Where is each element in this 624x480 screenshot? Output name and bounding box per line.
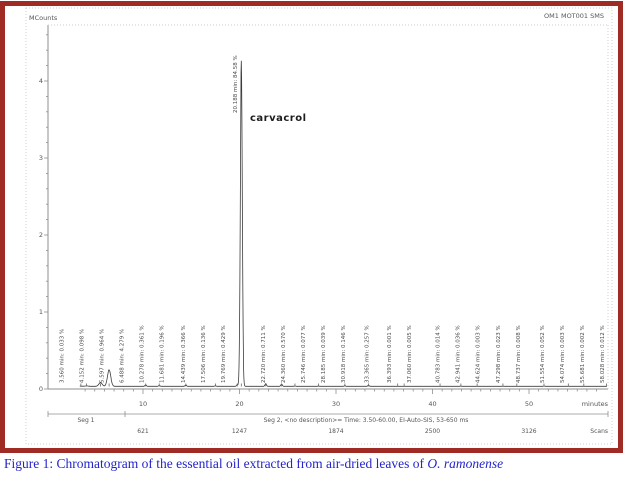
x-axis-unit-label: minutes bbox=[581, 400, 608, 408]
x-tick-label: 30 bbox=[331, 400, 341, 408]
peak-label: 28.185 min: 0.039 % bbox=[321, 325, 328, 383]
scan-number: 2500 bbox=[424, 428, 441, 435]
panel-border bbox=[26, 8, 612, 444]
figure-caption bbox=[4, 456, 620, 472]
peak-label: 25.746 min: 0.077 % bbox=[301, 325, 308, 383]
x-tick-label: 40 bbox=[428, 400, 437, 408]
caption-species: O. ramonense bbox=[427, 456, 504, 471]
peak-label: 51.554 min: 0.052 % bbox=[539, 325, 546, 383]
peak-label: 40.783 min: 0.014 % bbox=[435, 325, 442, 383]
peak-label: 44.624 min: 0.003 % bbox=[475, 325, 482, 383]
peak-label: 6.488 min: 4.279 % bbox=[119, 328, 126, 383]
y-tick-label: 4 bbox=[38, 77, 43, 86]
peak-label: 55.681 min: 0.002 % bbox=[580, 325, 586, 383]
peak-label: 33.365 min: 0.257 % bbox=[364, 325, 371, 383]
segment-1-label: Seg 1 bbox=[77, 417, 95, 424]
main-peak-name-label: carvacrol bbox=[250, 113, 307, 124]
peak-label: 47.298 min: 0.023 % bbox=[495, 325, 502, 383]
caption-text: Figure 1: Chromatogram of the essential oil extracted from air-dried leaves of bbox=[4, 456, 428, 471]
peak-label: 37.060 min: 0.005 % bbox=[406, 325, 413, 383]
peak-label: 36.393 min: 0.001 % bbox=[386, 325, 393, 383]
generated-plot-layer bbox=[26, 8, 612, 444]
x-tick-label: 50 bbox=[524, 400, 534, 408]
peak-label: 5.597 min: 0.964 % bbox=[99, 328, 106, 383]
scan-number: 3126 bbox=[521, 428, 537, 435]
peak-label: 48.737 min: 0.008 % bbox=[515, 325, 522, 383]
sample-id-label: OM1 MOT001 SMS bbox=[544, 12, 604, 20]
y-tick-label: 1 bbox=[38, 308, 43, 317]
x-tick-label: 20 bbox=[235, 400, 244, 408]
scans-axis-label: Scans bbox=[590, 428, 608, 435]
scan-number: 1247 bbox=[231, 428, 248, 435]
peak-label: 42.941 min: 0.036 % bbox=[455, 325, 462, 383]
segment-2-label: Seg 2, <no description>= Time: 3.50-60.00, EI-Auto-SIS, 53-650 ms bbox=[263, 417, 469, 424]
peak-label: 30.918 min: 0.146 % bbox=[341, 325, 348, 383]
peak-label: 3.560 min: 0.033 % bbox=[59, 328, 66, 383]
x-tick-label: 10 bbox=[138, 400, 148, 408]
scan-number: 621 bbox=[137, 428, 149, 435]
y-tick-label: 0 bbox=[38, 385, 43, 394]
y-tick-label: 2 bbox=[38, 231, 43, 240]
peak-label: 17.506 min: 0.136 % bbox=[201, 325, 208, 383]
main-peak-rt-label: 20.188 min: 84.58 % bbox=[233, 55, 239, 113]
peak-label: 58.028 min: 0.012 % bbox=[600, 325, 606, 383]
y-tick-label: 3 bbox=[38, 154, 43, 163]
peak-label: 24.360 min: 0.570 % bbox=[281, 325, 288, 383]
peak-label: 19.769 min: 0.429 % bbox=[221, 325, 228, 383]
peak-label: 10.278 min: 0.361 % bbox=[139, 325, 146, 383]
peak-label: 11.681 min: 0.196 % bbox=[159, 325, 166, 383]
peak-label: 54.074 min: 0.003 % bbox=[560, 325, 566, 383]
peak-label: 4.152 min: 0.098 % bbox=[79, 328, 86, 383]
peak-label: 14.439 min: 0.366 % bbox=[181, 325, 188, 383]
y-axis-unit-label: MCounts bbox=[29, 14, 58, 22]
scan-number: 1874 bbox=[328, 428, 344, 435]
peak-label: 22.720 min: 0.711 % bbox=[261, 325, 268, 383]
